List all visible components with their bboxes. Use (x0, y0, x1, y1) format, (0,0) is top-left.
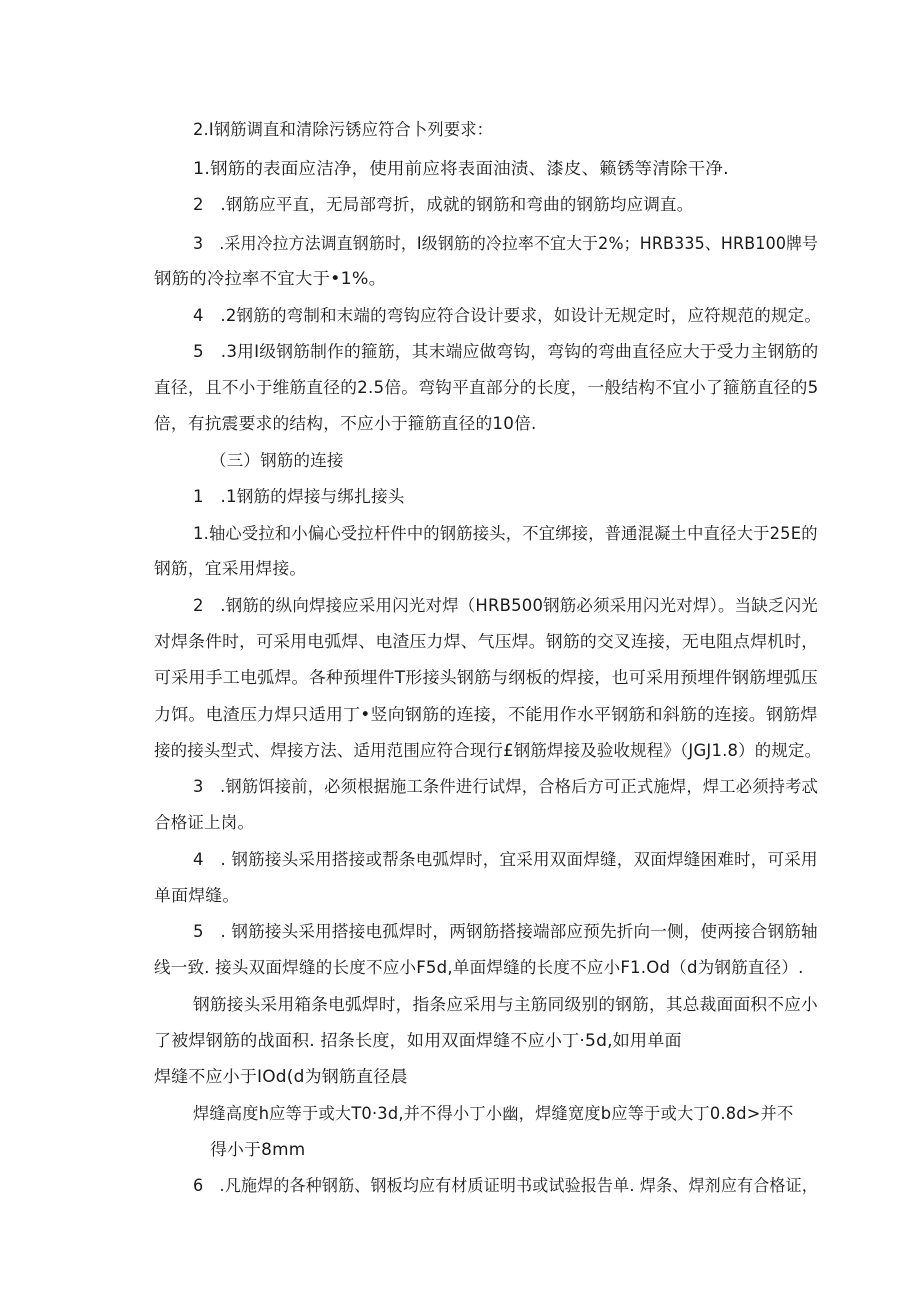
text-line: 3 .钢筋饵接前，必须根据施工条件进行试焊，合格后方可正式施焊，焊工必须持考忒 (193, 777, 819, 796)
text-line: 3 .采用冷拉方法调直钢筋时，I级钢筋的冷拉率不宜大于2%；HRB335、HRB100牌号 (193, 234, 819, 253)
text-line: 4 .2钢筋的弯制和末端的弯钩应符合设计要求，如设计无规定时，应符规范的规定。 (193, 306, 822, 325)
section-heading: （三）钢筋的连接 (210, 451, 344, 470)
text-line: 单面焊缝。 (154, 886, 240, 905)
text-line: 接的接头型式、焊接方法、适用范围应符合现行£钢筋焊接及验收规程》（JGJ1.8）的规定。 (154, 741, 822, 760)
text-line: 2.I钢筋调直和清除污锈应符合卜列要求： (193, 120, 494, 139)
text-line: 对焊条件时，可采用电弧焊、电渣压力焊、气压焊。钢筋的交叉连接，无电阻点焊机时， (154, 632, 819, 651)
text-line: 1 .1钢筋的焊接与绑扎接头 (193, 487, 405, 506)
text-line: 钢筋接头采用箱条电弧焊时，指条应采用与主筋同级别的钢筋，其总裁面面积不应小 (193, 995, 818, 1014)
text-line: 5 . 钢筋接头采用搭接电孤焊时，两钢筋搭接端部应预先折向一侧，使两接合钢筋轴 (193, 922, 818, 941)
text-line: 力饵。电渣压力焊只适用丁•竖向钢筋的连接，不能用作水平钢筋和斜筋的连接。钢筋焊 (154, 705, 818, 724)
text-line: 焊缝不应小于IOd(d为钢筋直径晨 (154, 1067, 408, 1086)
text-line: 得小于8mm (210, 1140, 306, 1159)
text-line: 钢筋，宜采用焊接。 (154, 559, 307, 578)
text-line: 了被焊钢筋的战面积. 招条长度，如用双面焊缝不应小丁·5d,如用单面 (154, 1031, 682, 1050)
text-line: 钢筋的冷拉率不宜大于•1%。 (154, 269, 387, 288)
text-line: 焊缝高度h应等于或大T0·3d,并不得小丁小幽，焊缝宽度b应等于或大丁0.8d>并不 (193, 1104, 794, 1123)
text-line: 直径，且不小于维筋直径的2.5倍。弯钩平直部分的长度，一般结构不宜小了箍筋直径的5 (154, 378, 819, 397)
text-line: 6 .凡施焊的各种钢筋、钢板均应有材质证明书或试验报告单. 焊条、焊剂应有合格证， (193, 1176, 818, 1195)
text-line: 1.钢筋的表面应洁净，使用前应将表面油渍、漆皮、籁锈等清除干净. (193, 159, 729, 178)
text-line: 线一致. 接头双面焊缝的长度不应小F5d,单面焊缝的长度不应小F1.Od（d为钢筋直径）. (154, 958, 804, 977)
text-line: 5 .3用I级钢筋制作的箍筋，其末端应做弯钩，弯钩的弯曲直径应大于受力主钢筋的 (193, 342, 819, 361)
text-line: 2 .钢筋的纵向焊接应采用闪光对焊（HRB500钢筋必须采用闪光对焊）。当缺乏闪光 (193, 596, 818, 615)
text-line: 4 . 钢筋接头采用搭接或帮条电弧焊时，宜采用双面焊缝，双面焊缝困难时，可采用 (193, 850, 818, 869)
text-line: 2 .钢筋应平直，无局部弯折，成就的钢筋和弯曲的钢筋均应调直。 (193, 195, 694, 214)
text-line: 合格证上岗。 (154, 813, 255, 832)
text-line: 倍，有抗震要求的结构，不应小于箍筋直径的10倍. (154, 414, 537, 433)
text-line: 1.轴心受拉和小偏心受拉杆件中的钢筋接头，不宜绑接，普通混凝土中直径大于25E的 (193, 524, 818, 543)
text-line: 可采用手工电弧焊。各种预埋件T形接头钢筋与纲板的焊接，也可采用预埋件钢筋埋弧压 (154, 668, 818, 687)
